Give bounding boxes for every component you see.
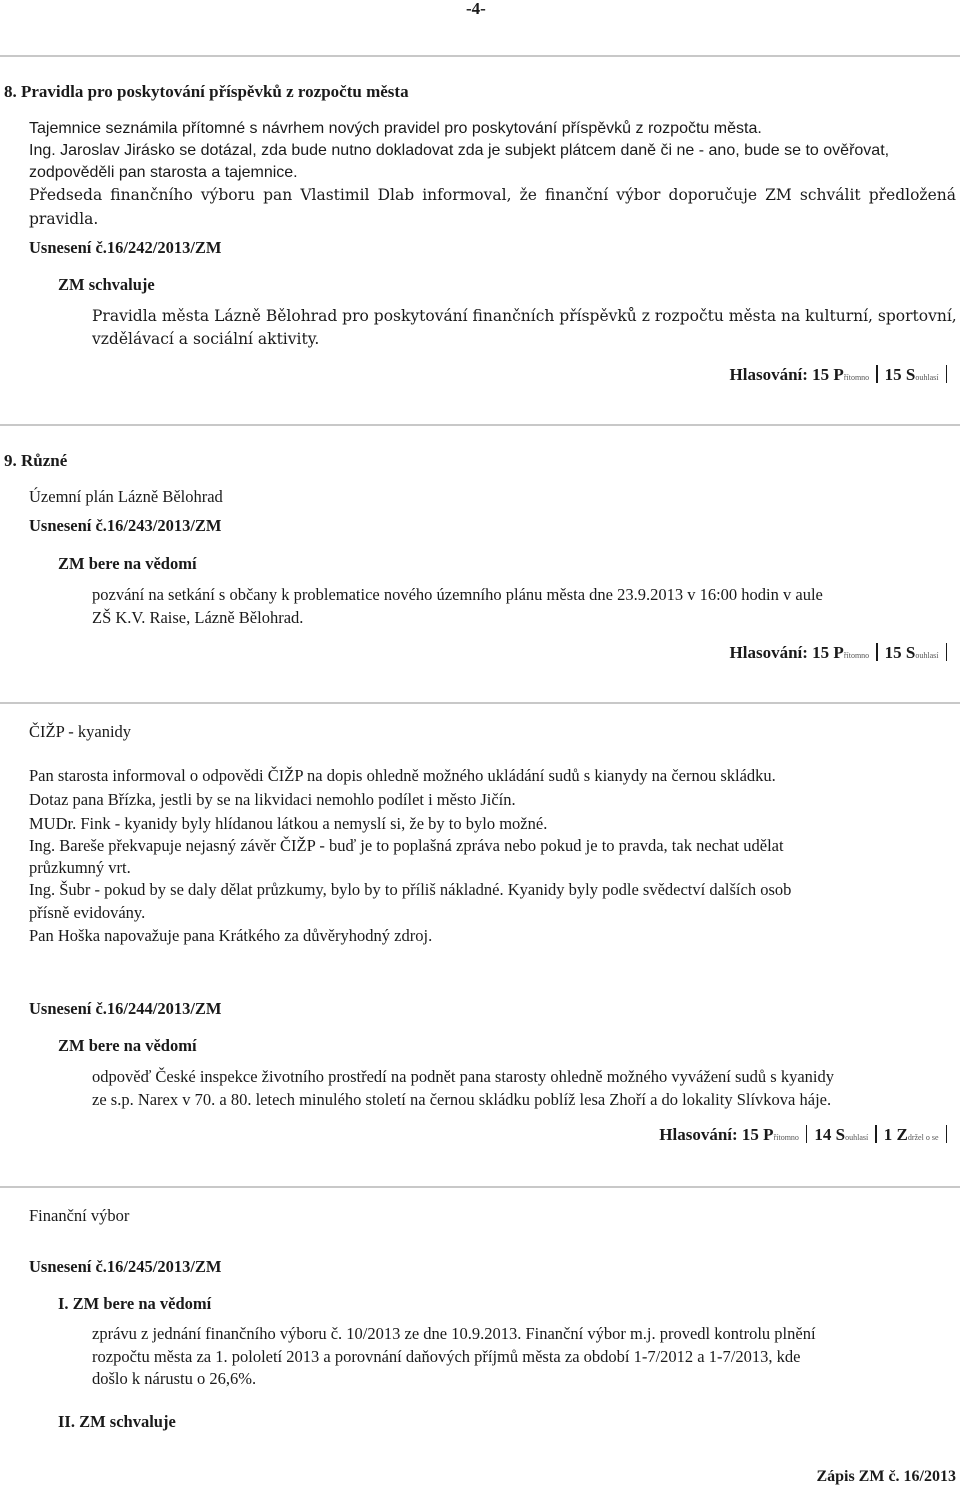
section-heading-8: 8. Pravidla pro poskytování příspěvků z rozpočtu města	[4, 82, 409, 101]
resolution-number: Usnesení č.16/245/2013/ZM	[29, 1257, 222, 1276]
paragraph: Pan starosta informoval o odpovědi ČIŽP na dopis ohledně možného ukládání sudů s kianydy na černou skládku.	[29, 766, 776, 785]
topic-title: Finanční výbor	[29, 1206, 130, 1225]
paragraph: průzkumný vrt.	[29, 858, 131, 877]
section-heading-9: 9. Různé	[4, 451, 68, 470]
topic-title: Územní plán Lázně Bělohrad	[29, 487, 223, 506]
resolution-text: došlo k nárustu o 26,6%.	[92, 1369, 257, 1388]
paragraph: pravidla.	[29, 210, 99, 228]
paragraph: Ing. Jaroslav Jirásko se dotázal, zda bude nutno dokladovat zda je subjekt plátcem daně či ne - ano, bude se to ověřovat,	[29, 142, 890, 159]
resolution-text: odpověď České inspekce životního prostředí na podnět pana starosty ohledně možného vyvážení sudů s kyanidy	[92, 1067, 834, 1086]
page-footer: Zápis ZM č. 16/2013	[816, 1468, 956, 1485]
vote-result: Hlasování: 15 Přítomno 14 Souhlasí 1 Zdržel o se	[659, 1125, 954, 1145]
paragraph: Ing. Bareše překvapuje nejasný závěr ČIŽP - buď je to poplašná zpráva nebo pokud je to pravda, tak nechat udělat	[29, 836, 784, 855]
paragraph: zodpověděli pan starosta a tajemnice.	[29, 164, 298, 181]
resolution-number: Usnesení č.16/242/2013/ZM	[29, 238, 222, 257]
resolution-text: pozvání na setkání s občany k problematice nového územního plánu města dne 23.9.2013 v 16:00 hodin v aule	[92, 585, 823, 604]
paragraph: Pan Hoška napovažuje pana Krátkého za důvěryhodný zdroj.	[29, 926, 433, 945]
resolution-action: ZM schvaluje	[58, 275, 155, 294]
resolution-text: Pravidla města Lázně Bělohrad pro poskytování finančních příspěvků z rozpočtu města na kulturní, sportovní,	[92, 307, 957, 325]
resolution-action: I. ZM bere na vědomí	[58, 1294, 212, 1313]
page-number: -4-	[466, 0, 486, 18]
divider	[0, 702, 960, 704]
divider	[0, 55, 960, 57]
paragraph: Předseda finančního výboru pan Vlastimil Dlab informoval, že finanční výbor doporučuje ZM schválit předložená	[29, 186, 956, 204]
paragraph: Ing. Šubr - pokud by se daly dělat průzkumy, bylo by to příliš nákladné. Kyanidy byly podle svědectví dalších osob	[29, 880, 792, 899]
resolution-number: Usnesení č.16/244/2013/ZM	[29, 999, 222, 1018]
resolution-action: ZM bere na vědomí	[58, 1036, 197, 1055]
vote-result: Hlasování: 15 Přítomno 15 Souhlasí	[730, 365, 954, 385]
topic-title: ČIŽP - kyanidy	[29, 722, 132, 741]
divider	[0, 424, 960, 426]
resolution-text: ze s.p. Narex v 70. a 80. letech minulého století na černou skládku poblíž lesa Zhoří a do lokality Slívkova háje.	[92, 1090, 832, 1109]
resolution-text: zprávu z jednání finančního výboru č. 10/2013 ze dne 10.9.2013. Finanční výbor m.j. provedl kontrolu plnění	[92, 1324, 816, 1343]
resolution-number: Usnesení č.16/243/2013/ZM	[29, 516, 222, 535]
paragraph: Tajemnice seznámila přítomné s návrhem nových pravidel pro poskytování příspěvků z rozpočtu města.	[29, 120, 762, 137]
resolution-text: vzdělávací a sociální aktivity.	[92, 330, 320, 348]
resolution-action: II. ZM schvaluje	[58, 1412, 176, 1431]
resolution-action: ZM bere na vědomí	[58, 554, 197, 573]
paragraph: MUDr. Fink - kyanidy byly hlídanou látkou a nemyslí si, že by to bylo možné.	[29, 814, 548, 833]
paragraph: Dotaz pana Břízka, jestli by se na likvidaci nemohlo podílet i město Jičín.	[29, 790, 516, 809]
resolution-text: rozpočtu města za 1. pololetí 2013 a porovnání daňových příjmů města za období 1-7/2012 a 1-7/2013, kde	[92, 1347, 801, 1366]
vote-result: Hlasování: 15 Přítomno 15 Souhlasí	[730, 643, 954, 663]
resolution-text: ZŠ K.V. Raise, Lázně Bělohrad.	[92, 608, 304, 627]
divider	[0, 1186, 960, 1188]
paragraph: přísně evidovány.	[29, 903, 146, 922]
